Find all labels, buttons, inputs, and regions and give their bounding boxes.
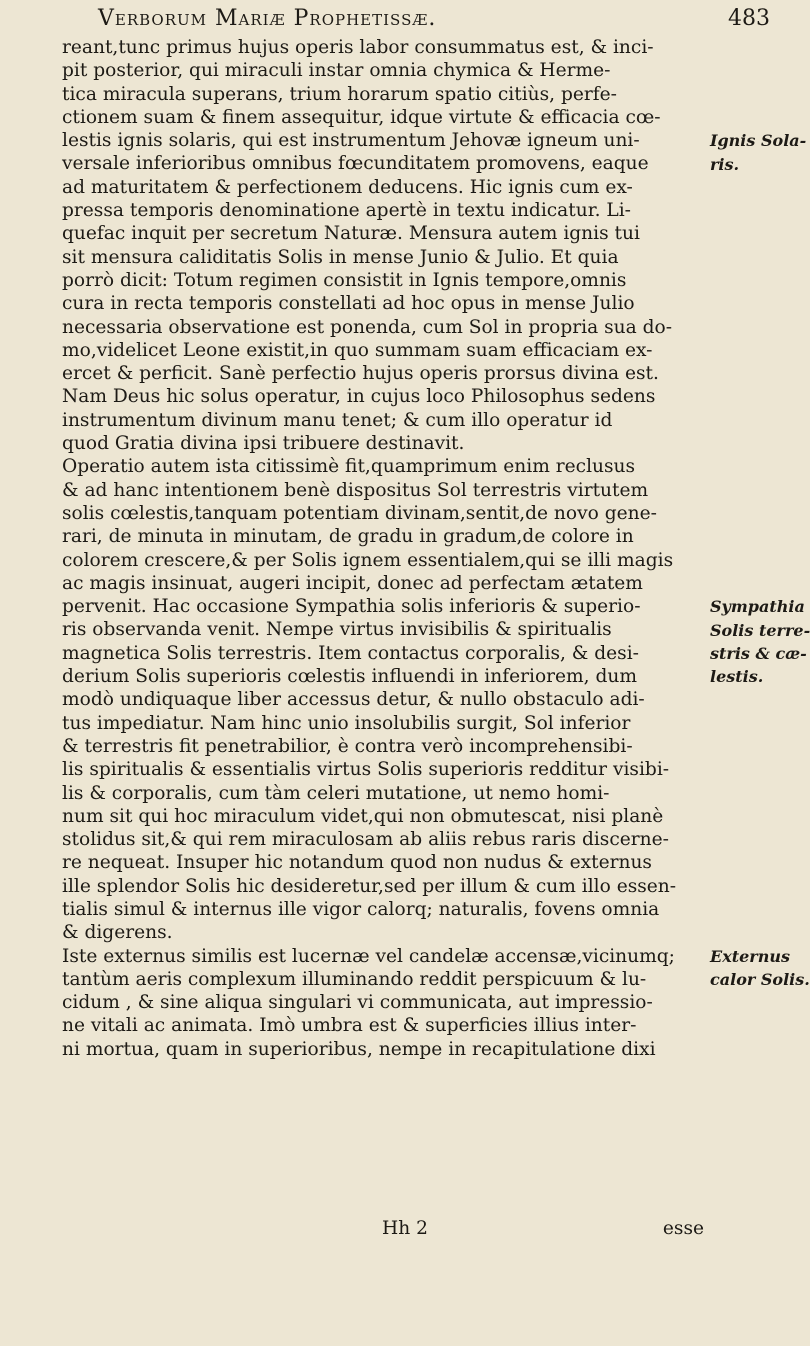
page-number: 483 bbox=[728, 6, 770, 31]
margin-note: Solis terre- bbox=[710, 620, 810, 640]
text-line: & terrestris fit penetrabilior, è contra verò incomprehensibi- bbox=[62, 735, 633, 757]
running-head: Verborum Mariæ Prophetissæ. bbox=[98, 6, 437, 31]
text-line: ac magis insinuat, augeri incipit, donec ad perfectam ætatem bbox=[62, 572, 643, 594]
text-line: ad maturitatem & perfectionem deducens. Hic ignis cum ex- bbox=[62, 176, 633, 198]
text-line: ercet & perficit. Sanè perfectio hujus operis prorsus divina est. bbox=[62, 363, 659, 385]
margin-note: lestis. bbox=[710, 667, 764, 687]
text-line: porrò dicit: Totum regimen consistit in Ignis tempore,omnis bbox=[62, 269, 627, 291]
text-line: re nequeat. Insuper hic notandum quod non nudus & externus bbox=[62, 852, 652, 874]
text-line: tialis simul & internus ille vigor calorq; naturalis, fovens omnia bbox=[62, 898, 660, 920]
text-line: ne vitali ac animata. Imò umbra est & superficies illius inter- bbox=[62, 1015, 637, 1037]
text-line: solis cœlestis,tanquam potentiam divinam,sentit,de novo gene- bbox=[62, 502, 657, 524]
text-line: tus impediatur. Nam hinc unio insolubilis surgit, Sol inferior bbox=[62, 712, 631, 734]
signature-mark: Hh 2 bbox=[382, 1218, 428, 1239]
text-line: ctionem suam & finem assequitur, idque virtute & efficacia cœ- bbox=[62, 106, 661, 128]
text-line: pervenit. Hac occasione Sympathia solis inferioris & superio- bbox=[62, 596, 641, 618]
text-line: necessaria observatione est ponenda, cum Sol in propria sua do- bbox=[62, 316, 672, 338]
text-line: magnetica Solis terrestris. Item contactus corporalis, & desi- bbox=[62, 642, 639, 664]
text-line: Iste externus similis est lucernæ vel candelæ accensæ,vicinumq; bbox=[62, 945, 675, 967]
text-line: lestis ignis solaris, qui est instrumentum Jehovæ igneum uni- bbox=[62, 130, 640, 152]
text-line: ille splendor Solis hic desideretur,sed per illum & cum illo essen- bbox=[62, 875, 677, 897]
text-line: num sit qui hoc miraculum videt,qui non obmutescat, nisi planè bbox=[62, 805, 664, 827]
text-line: mo,videlicet Leone existit,in quo summam suam efficaciam ex- bbox=[62, 339, 653, 361]
margin-note: Ignis Sola- bbox=[710, 131, 807, 151]
margin-note: stris & cæ- bbox=[710, 643, 807, 663]
text-line: modò undiquaque liber accessus detur, & nullo obstaculo adi- bbox=[62, 689, 645, 711]
text-line: cura in recta temporis constellati ad hoc opus in mense Julio bbox=[62, 293, 635, 315]
margin-note: Sympathia bbox=[710, 597, 805, 617]
text-line: stolidus sit,& qui rem miraculosam ab aliis rebus raris discerne- bbox=[62, 829, 669, 851]
text-line: tica miracula superans, trium horarum spatio citiùs, perfe- bbox=[62, 83, 617, 105]
text-line: reant,tunc primus hujus operis labor consummatus est, & inci- bbox=[62, 37, 654, 58]
main-text bbox=[62, 36, 712, 1061]
page-footer bbox=[62, 1218, 712, 1242]
text-line: Operatio autem ista citissimè fit,quamprimum enim reclusus bbox=[62, 456, 636, 478]
text-line: lis & corporalis, cum tàm celeri mutatione, ut nemo homi- bbox=[62, 782, 610, 804]
margin-note: ris. bbox=[710, 154, 740, 174]
text-line: tantùm aeris complexum illuminando reddit perspicuum & lu- bbox=[62, 968, 647, 990]
text-line: cidum , & sine aliqua singulari vi communicata, aut impressio- bbox=[62, 992, 653, 1014]
text-line: instrumentum divinum manu tenet; & cum illo operatur id bbox=[62, 409, 613, 431]
text-line: quod Gratia divina ipsi tribuere destinavit. bbox=[62, 433, 465, 455]
text-line: sit mensura caliditatis Solis in mense Junio & Julio. Et quia bbox=[62, 246, 619, 268]
text-line: derium Solis superioris cœlestis influendi in inferiorem, dum bbox=[62, 666, 637, 688]
text-line: pit posterior, qui miraculi instar omnia chymica & Herme- bbox=[62, 60, 611, 82]
text-line: & ad hanc intentionem benè dispositus Sol terrestris virtutem bbox=[62, 479, 649, 501]
text-line: quefac inquit per secretum Naturæ. Mensura autem ignis tui bbox=[62, 223, 640, 245]
catchword: esse bbox=[662, 1218, 704, 1239]
text-line: ni mortua, quam in superioribus, nempe in recapitulatione dixi bbox=[62, 1038, 656, 1060]
page-header bbox=[62, 2, 782, 40]
text-line: rari, de minuta in minutam, de gradu in gradum,de colore in bbox=[62, 526, 634, 548]
text-line: pressa temporis denominatione apertè in textu indicatur. Li- bbox=[62, 200, 631, 222]
text-line: versale inferioribus omnibus fœcunditatem promovens, eaque bbox=[62, 153, 649, 175]
margin-note: Externus bbox=[710, 946, 791, 966]
text-line: Nam Deus hic solus operatur, in cujus loco Philosophus sedens bbox=[62, 386, 656, 408]
text-line: lis spiritualis & essentialis virtus Solis superioris redditur visibi- bbox=[62, 759, 670, 781]
margin-note: calor Solis. bbox=[710, 970, 810, 989]
text-line: colorem crescere,& per Solis ignem essentialem,qui se illi magis bbox=[62, 549, 674, 571]
text-line: ris observanda venit. Nempe virtus invisibilis & spiritualis bbox=[62, 619, 612, 641]
text-line: & digerens. bbox=[62, 922, 173, 944]
